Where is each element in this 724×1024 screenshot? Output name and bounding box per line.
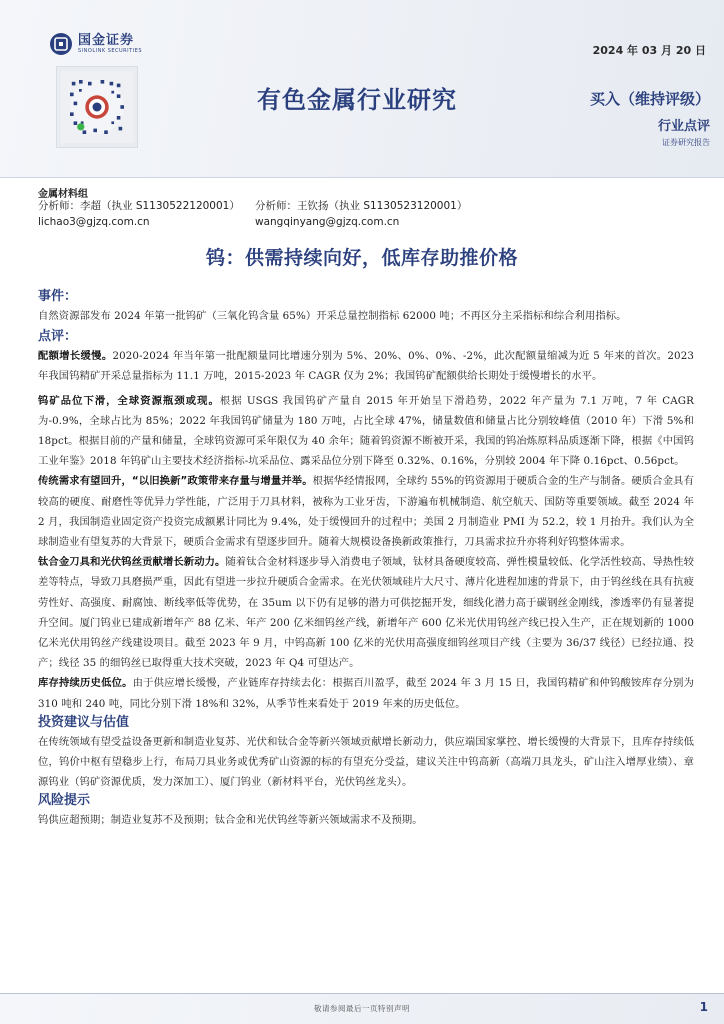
comment-heading: 点评：: [38, 329, 78, 345]
paragraph-3-lead: 传统需求有望回升，“以旧换新”政策带来存量与增量并举。: [38, 475, 313, 488]
event-heading: 事件：: [38, 289, 78, 304]
report-header: [0, 0, 724, 178]
comment-paragraph-3: [38, 471, 694, 552]
analyst-2: [255, 198, 467, 230]
rating-label: 买入（维持评级）: [589, 90, 710, 108]
logo-name-cn: 国金证券: [78, 33, 135, 48]
qr-code: [56, 66, 138, 148]
analyst-2-email[interactable]: wangqinyang@gjzq.com.cn: [255, 216, 400, 228]
paragraph-2-lead: 钨矿品位下滑，全球资源瓶颈或现。: [38, 394, 220, 407]
report-body: [38, 288, 694, 831]
report-type-label: 行业点评: [657, 119, 710, 134]
logo-mark-icon: [50, 33, 72, 55]
industry-title: 有色金属行业研究: [257, 86, 457, 114]
paragraph-1-lead: 配额增长缓慢。: [38, 350, 113, 363]
comment-paragraph-1: [38, 346, 694, 386]
paragraph-2-text: 根据 USGS 我国钨矿产量自 2015 年开始呈下滑趋势，2022 年产量为 7.1 万吨，7 年 CAGR 为-0.9%，全球占比为 85%；2022 年我国钨矿储量为 180 万吨，占比全球 47%，储量数值和储量占比分别较峰值（2010 年）下滑 5%和 18pct。根据目前的产量和储量，全球钨资源可采年限仅为 40 余年；随着钨资源不断被开采，我国的钨冶炼原料品质逐渐下降，根据《中国钨工业年鉴》2018 年钨矿山主要技术经济指标-坑采品位、露采品位分别下降至 0.32%、0.16%，分别较 2004 年下降 0.16pct、0.56pct。: [38, 394, 694, 468]
report-date: 2024 年 03 月 20 日: [592, 44, 706, 57]
investment-heading: 投资建议与估值: [38, 714, 130, 730]
analyst-1-email[interactable]: lichao3@gjzq.com.cn: [38, 216, 150, 228]
logo-name-en: SINOLINK SECURITIES: [78, 48, 142, 54]
paragraph-5-text: 由于供应增长缓慢，产业链库存持续去化：根据百川盈孚，截至 2024 年 3 月 15 日，我国钨精矿和仲钨酸铵库存分别为 310 吨和 240 吨，同比分别下滑 18%和 32%，从季节性来看处于 2019 年来的历史低位。: [38, 677, 694, 710]
comment-paragraph-2: [38, 391, 694, 472]
comment-paragraph-4: [38, 552, 694, 673]
research-group: 金属材料组: [38, 189, 88, 200]
risk-text: 钨供应超预期；制造业复苏不及预期；钛合金和光伏钨丝等新兴领域需求不及预期。: [38, 814, 423, 827]
paragraph-5-lead: 库存持续历史低位。: [38, 677, 133, 690]
report-headline: 钨：供需持续向好，低库存助推价格: [205, 247, 518, 269]
page-footer: [0, 993, 724, 1024]
investment-text: 在传统领域有望受益设备更新和制造业复苏、光伏和钛合金等新兴领域贡献增长新动力，供应端国家掌控、增长缓慢的大背景下，且库存持续低位，钨价中枢有望稳步上行，布局刀具业务或优秀矿山资源的标的有望充分受益，建议关注中钨高新（高端刀具龙头，矿山注入增厚业绩）、章源钨业（钨矿资源优质，发力深加工）、厦门钨业（新材料平台，光伏钨丝龙头）。: [38, 735, 694, 789]
event-text: 自然资源部发布 2024 年第一批钨矿（三氧化钨含量 65%）开采总量控制指标 62000 吨；不再区分主采指标和综合利用指标。: [38, 310, 627, 322]
analyst-1: [38, 198, 240, 230]
disclaimer-note: 敬请参阅最后一页特别声明: [314, 1004, 410, 1013]
paragraph-3-text: 根据华经情报网，全球约 55%的钨资源用于硬质合金的生产与制备。硬质合金具有较高的硬度、耐磨性等优异力学性能，广泛用于刀具材料，被称为工业牙齿，下游遍布机械制造、航空航天、国防等重要领域。截至 2024 年 2 月，我国制造业固定资产投资完成额累计同比为 9.4%，处于缓慢回升的过程中；美国 2 月制造业 PMI 为 52.2，较 1 月抬升。我们认为全球制造业有望复苏的大背景下，硬质合金需求有望逐步回升。随着大规模设备换新政策推行，刀具需求拉升亦将利好钨整体需求。: [38, 475, 694, 549]
page-number: 1: [699, 1000, 708, 1014]
analyst-1-name: 分析师：李超（执业 S1130522120001）: [38, 200, 240, 212]
qr-code-icon: [61, 71, 133, 143]
paragraph-4-text: 随着钛合金材料逐步导入消费电子领域，钛材具备硬度较高、弹性模量较低、化学活性较高、导热性较差等特点，导致刀具磨损严重，因此有望进一步拉升硬质合金需求。在光伏领域硅片大尺寸、薄片化进程加速的背景下，由于钨丝线在具有抗疲劳性好、高强度、耐腐蚀、断线率低等优势，在 35um 以下仍有足够的潜力可供挖掘开发，细线化潜力高于碳钢丝金刚线，渗透率仍有显著提升空间。厦门钨业已建成新增年产 88 亿米、年产 200 亿米细钨丝产线，新增年产 600 亿米光伏用钨丝产线已投入生产，正在规划新的 1000 亿米光伏用钨丝产线建设项目。截至 2023 年 9 月，中钨高新 100 亿米的光伏用高强度细钨丝项目产线（主要为 36/37 线径）已经拉通、投产；线径 35 的细钨丝已取得重大技术突破，2023 年 Q4 可望达产。: [38, 556, 694, 670]
paragraph-1-text: 2020-2024 年当年第一批配额量同比增速分别为 5%、20%、0%、0%、-2%，此次配额量缩减为近 5 年来的首次。2023 年我国钨精矿开采总量指标为 11.1 万吨，2015-2023 年 CAGR 仅为 2%；我国钨矿配额供给长期处于缓慢增长的水平。: [38, 350, 695, 383]
risk-heading: 风险提示: [38, 793, 91, 809]
report-category-label: 证券研究报告: [662, 138, 710, 147]
company-logo: [50, 33, 142, 55]
paragraph-4-lead: 钛合金刀具和光伏钨丝贡献增长新动力。: [38, 556, 226, 569]
analyst-2-name: 分析师：王钦扬（执业 S1130523120001）: [255, 200, 468, 212]
comment-paragraph-5: [38, 673, 694, 713]
